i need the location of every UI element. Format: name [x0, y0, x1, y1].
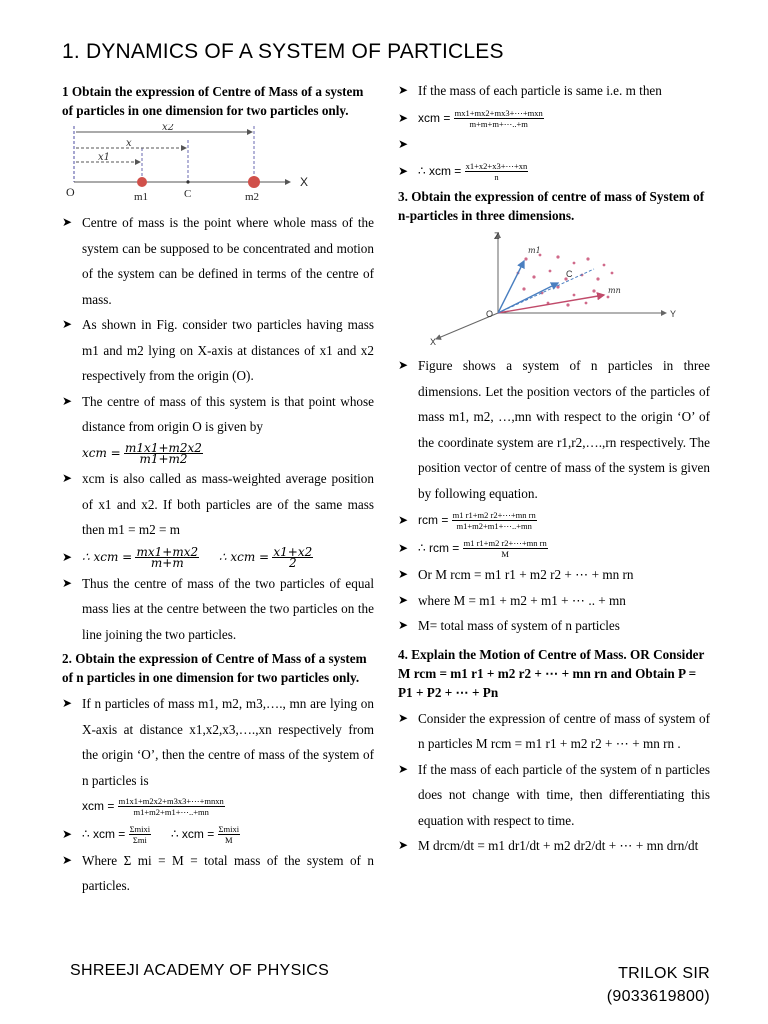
- one-dimension-diagram: [62, 124, 322, 206]
- left-column: [62, 80, 374, 899]
- sum-fraction-2: $\frac{\text{Σmixi}}{M}$: [218, 823, 240, 845]
- x-axis-label: X: [430, 337, 437, 347]
- bullet-differentiate: ➤ If the mass of each particle of the system of n particles does not change with time, then differentiating this equation with respect to time.: [398, 757, 710, 834]
- bullet-rcm-m-eq: ➤ ∴ rcm = $\frac{\text{m1 r1+m2 r2+⋯+mn rn}}{M}$: [398, 534, 710, 562]
- average-fraction: $\frac{x1+x2+x3+\cdots+xn}{n}$: [465, 161, 528, 183]
- centre-label: C: [566, 269, 573, 279]
- label-x: x: [126, 138, 132, 149]
- label-m2: m2: [245, 191, 260, 203]
- page-title: 1. DYNAMICS OF A SYSTEM OF PARTICLES: [62, 40, 504, 63]
- question-4: 4. Explain the Motion of Centre of Mass. OR Consider M rcm = m1 r1 + m2 r2 + ⋯ + mn rn and Obtain P = P1 + P2 + ⋯ + Pn: [398, 646, 705, 700]
- footer-contact: [560, 962, 710, 1008]
- z-axis-label: Z: [494, 231, 500, 241]
- bullet-rcm-eq: ➤ rcm = $\frac{\text{m1 r1+m2 r2+⋯+mn rn}}{m1+m2+m1+\cdots..+mn}$: [398, 506, 710, 534]
- n-particles-fraction: $\frac{\text{m1x1+m2x2+m3x3+⋯+mnxn}}{m1+m2+m1+\cdots..+mn}$: [118, 796, 224, 818]
- same-mass-fraction: $\frac{\text{mx1+mx2+mx3+⋯+mxn}}{m+m+m+\cdots..+m}$: [454, 107, 543, 129]
- bullet-two-particles: ➤ As shown in Fig. consider two particles having mass m1 and m2 lying on X-axis at distances of x1 and x2 respectively from the origin (O).: [62, 312, 374, 389]
- bullet-n-particles: ➤ If n particles of mass m1, m2, m3,…., mn are lying on X-axis at distance x1,x2,x3,….,xn respectively from the origin ‘O’, then the centre of mass of the system of n particles is xcm = $\frac{\text{m1x1+m2x2+m3x3+⋯+mnxn}}{m1+m2+m1+\cdots..+mn}$: [62, 691, 374, 820]
- question-3: 3. Obtain the expression of centre of mass of System of n-particles in three dimensions.: [398, 189, 705, 223]
- origin-label: O: [486, 309, 494, 319]
- centre-of-mass-point: [186, 180, 189, 183]
- three-dimension-diagram: [398, 229, 688, 347]
- particle-m1: [137, 177, 147, 187]
- bullet-equal-mass-eq: ➤ ∴ xcm = $\frac{mx1+mx2}{m+m}$ ∴ xcm = $\frac{x1+x2}{2}$: [62, 543, 374, 571]
- m1-label: m1: [528, 246, 541, 255]
- sum-fraction-1: $\frac{\text{Σmixi}}{\text{Σmi}}$: [129, 823, 151, 845]
- equal-mass-fraction-2: $\frac{x1+x2}{2}$: [273, 544, 313, 570]
- bullet-m-definition: ➤ M= total mass of system of n particles: [398, 613, 710, 639]
- bullet-weighted-average: ➤ xcm is also called as mass-weighted average position of x1 and x2. If both particles are of the same mass then m1 = m2 = m: [62, 466, 374, 543]
- particle-m2: [248, 176, 260, 188]
- bullet-average-eq: ➤ ∴ xcm = $\frac{x1+x2+x3+\cdots+xn}{n}$: [398, 157, 710, 185]
- question-1: 1 Obtain the expression of Centre of Mass of a system of particles in one dimension for two particles only.: [62, 84, 364, 118]
- bullet-derivative-eq: ➤ M drcm/dt = m1 dr1/dt + m2 dr2/dt + ⋯ + mn drn/dt: [398, 833, 710, 859]
- bullet-empty: [398, 132, 710, 158]
- particle-cloud: [517, 254, 614, 307]
- bullet-total-mass: ➤ Where Σ mi = M = total mass of the system of n particles.: [62, 848, 374, 899]
- footer-phone: (9033619800): [606, 988, 710, 1005]
- y-axis-label: Y: [670, 309, 677, 319]
- label-origin: O: [66, 185, 75, 199]
- bullet-consider-expression: ➤ Consider the expression of centre of mass of system of n particles M rcm = m1 r1 + m2 r2 + ⋯ + mn rn .: [398, 706, 710, 757]
- bullet-definition: ➤ Centre of mass is the point where whole mass of the system can be supposed to be concentrated and motion of the system can be defined in terms of the centre of mass.: [62, 210, 374, 312]
- label-c: C: [184, 188, 192, 200]
- bullet-centre-distance-text: The centre of mass of this system is that point whose distance from origin O is given by: [82, 393, 374, 434]
- rcm-m-fraction: $\frac{\text{m1 r1+m2 r2+⋯+mn rn}}{M}$: [463, 538, 547, 560]
- bullet-centre-distance: [62, 389, 374, 467]
- mn-label: mn: [608, 286, 621, 295]
- footer-teacher: TRILOK SIR: [618, 965, 710, 982]
- rcm-fraction: $\frac{\text{m1 r1+m2 r2+⋯+mn rn}}{m1+m2+m1+\cdots..+mn}$: [452, 510, 536, 532]
- bullet-same-mass-eq: ➤ xcm = $\frac{\text{mx1+mx2+mx3+⋯+mxn}}{m+m+m+\cdots..+m}$: [398, 104, 710, 132]
- bullet-total-m: ➤ where M = m1 + m2 + m1 + ⋯ .. + mn: [398, 588, 710, 614]
- bullet-conclusion: ➤ Thus the centre of mass of the two particles of equal mass lies at the centre between the two particles on the line joining the two particles.: [62, 571, 374, 648]
- footer-academy: SHREEJI ACADEMY OF PHYSICS: [70, 962, 330, 979]
- xcm-fraction: $\frac{m1x1+m2x2}{m1+m2}$: [125, 440, 202, 466]
- equal-mass-fraction-1: $\frac{mx1+mx2}{m+m}$: [136, 544, 199, 570]
- bullet-m-rcm: ➤ Or M rcm = m1 r1 + m2 r2 + ⋯ + mn rn: [398, 562, 710, 588]
- right-column: [398, 78, 710, 859]
- bullet-sum-eq: ➤ ∴ xcm = $\frac{\text{Σmixi}}{\text{Σmi}}$ ∴ xcm = $\frac{\text{Σmixi}}{M}$: [62, 820, 374, 848]
- question-2: 2. Obtain the expression of Centre of Mass of a system of n particles in one dimension for two particles only.: [62, 651, 367, 685]
- bullet-3d-description: ➤ Figure shows a system of n particles in three dimensions. Let the position vectors of the particles of mass m1, m2, …,mn with respect to the origin ‘O’ of the coordinate system are r1,r2,….,rn respectively. The position vector of centre of mass of the system is given by following equation.: [398, 353, 710, 506]
- label-x2: x2: [162, 124, 175, 133]
- label-x-axis: X: [300, 175, 309, 189]
- label-x1: x1: [98, 152, 111, 163]
- xcm-lhs: xcm =: [82, 445, 121, 460]
- bullet-same-mass: ➤ If the mass of each particle is same i.e. m then: [398, 78, 710, 104]
- label-m1: m1: [134, 191, 149, 203]
